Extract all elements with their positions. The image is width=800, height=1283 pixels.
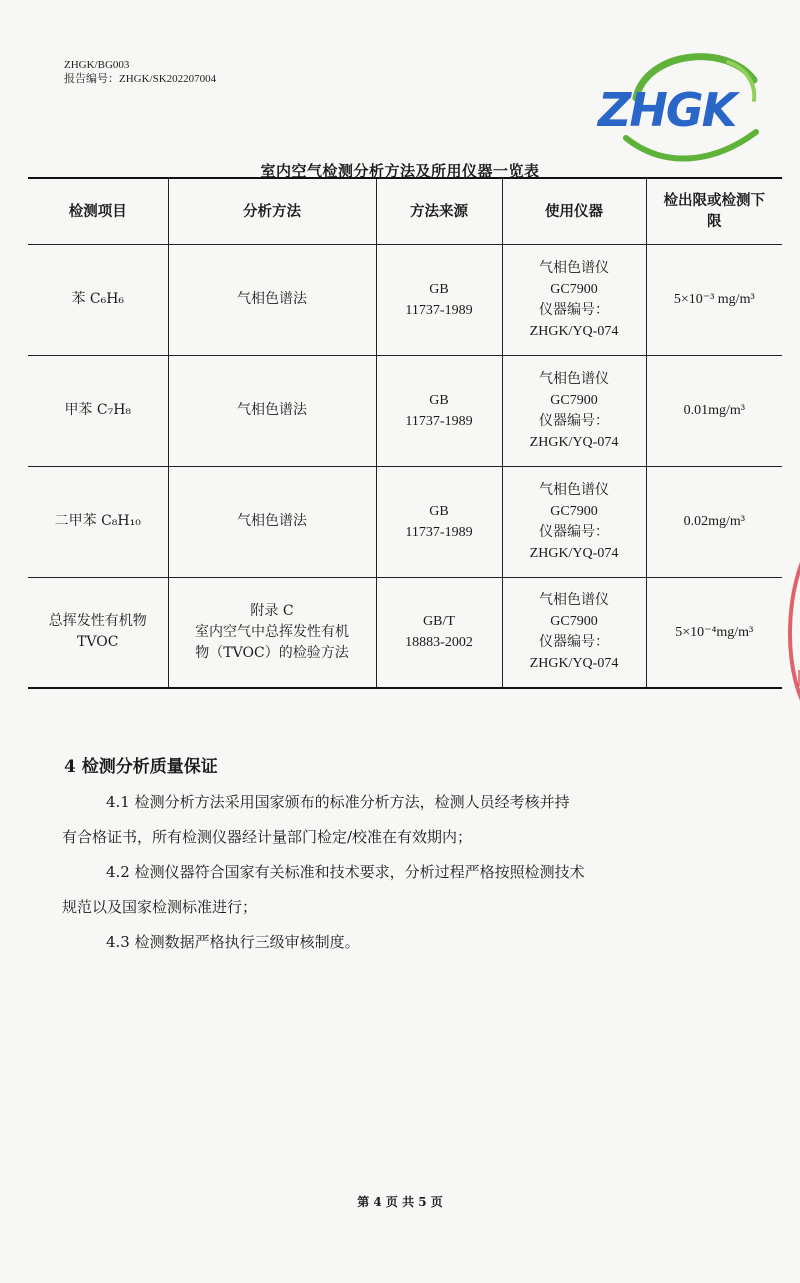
section-4-heading: 4 检测分析质量保证 — [64, 757, 218, 777]
cell-source: GB 11737-1989 — [376, 466, 502, 577]
page-footer: 第 4 页 共 5 页 — [357, 1195, 443, 1209]
paragraph-4-1: 4.1 检测分析方法采用国家颁布的标准分析方法，检测人员经考核并持 有合格证书，所有检测仪器经计量部门检定/校准在有效期内； — [62, 793, 570, 846]
header-limit: 检出限或检测下限 — [646, 178, 782, 244]
cell-item: 苯 C₆H₆ — [28, 244, 168, 355]
cell-source: GB 11737-1989 — [376, 355, 502, 466]
cell-method: 气相色谱法 — [168, 244, 376, 355]
report-number: 报告编号：ZHGK/SK202207004 — [64, 73, 217, 85]
cell-instrument: 气相色谱仪 GC7900 仪器编号： ZHGK/YQ-074 — [502, 466, 646, 577]
cell-source: GB/T 18883-2002 — [376, 577, 502, 688]
header-source: 方法来源 — [376, 178, 502, 244]
cell-limit: 0.01mg/m³ — [646, 355, 782, 466]
table-title: 室内空气检测分析方法及所用仪器一览表 — [260, 162, 540, 180]
table-row — [28, 244, 782, 355]
table-header-row — [28, 178, 782, 244]
cell-method: 气相色谱法 — [168, 355, 376, 466]
cell-instrument: 气相色谱仪 GC7900 仪器编号： ZHGK/YQ-074 — [502, 244, 646, 355]
table-row — [28, 577, 782, 688]
cell-item: 二甲苯 C₈H₁₀ — [28, 466, 168, 577]
header-codes — [64, 58, 216, 86]
cell-method: 气相色谱法 — [168, 466, 376, 577]
form-code: ZHGK/BG003 — [64, 59, 130, 71]
table-row — [28, 466, 782, 577]
cell-instrument: 气相色谱仪 GC7900 仪器编号： ZHGK/YQ-074 — [502, 577, 646, 688]
paragraph-4-2: 4.2 检测仪器符合国家有关标准和技术要求，分析过程严格按照检测技术 规范以及国家检测标准进行； — [62, 863, 585, 916]
paragraph-4-3: 4.3 检测数据严格执行三级审核制度。 — [106, 933, 360, 951]
red-seal-fragment — [774, 540, 800, 720]
header-method: 分析方法 — [168, 178, 376, 244]
cell-instrument: 气相色谱仪 GC7900 仪器编号： ZHGK/YQ-074 — [502, 355, 646, 466]
header-instrument: 使用仪器 — [502, 178, 646, 244]
cell-item: 甲苯 C₇H₈ — [28, 355, 168, 466]
cell-item: 总挥发性有机物 TVOC — [28, 577, 168, 688]
table-row — [28, 355, 782, 466]
zhgk-logo — [596, 40, 766, 170]
cell-method: 附录 C 室内空气中总挥发性有机 物（TVOC）的检验方法 — [168, 577, 376, 688]
methods-table — [28, 177, 782, 689]
cell-limit: 5×10⁻⁴mg/m³ — [646, 577, 782, 688]
cell-source: GB 11737-1989 — [376, 244, 502, 355]
header-item: 检测项目 — [28, 178, 168, 244]
logo-text: ZHGK — [598, 83, 736, 137]
cell-limit: 5×10⁻³ mg/m³ — [646, 244, 782, 355]
cell-limit: 0.02mg/m³ — [646, 466, 782, 577]
